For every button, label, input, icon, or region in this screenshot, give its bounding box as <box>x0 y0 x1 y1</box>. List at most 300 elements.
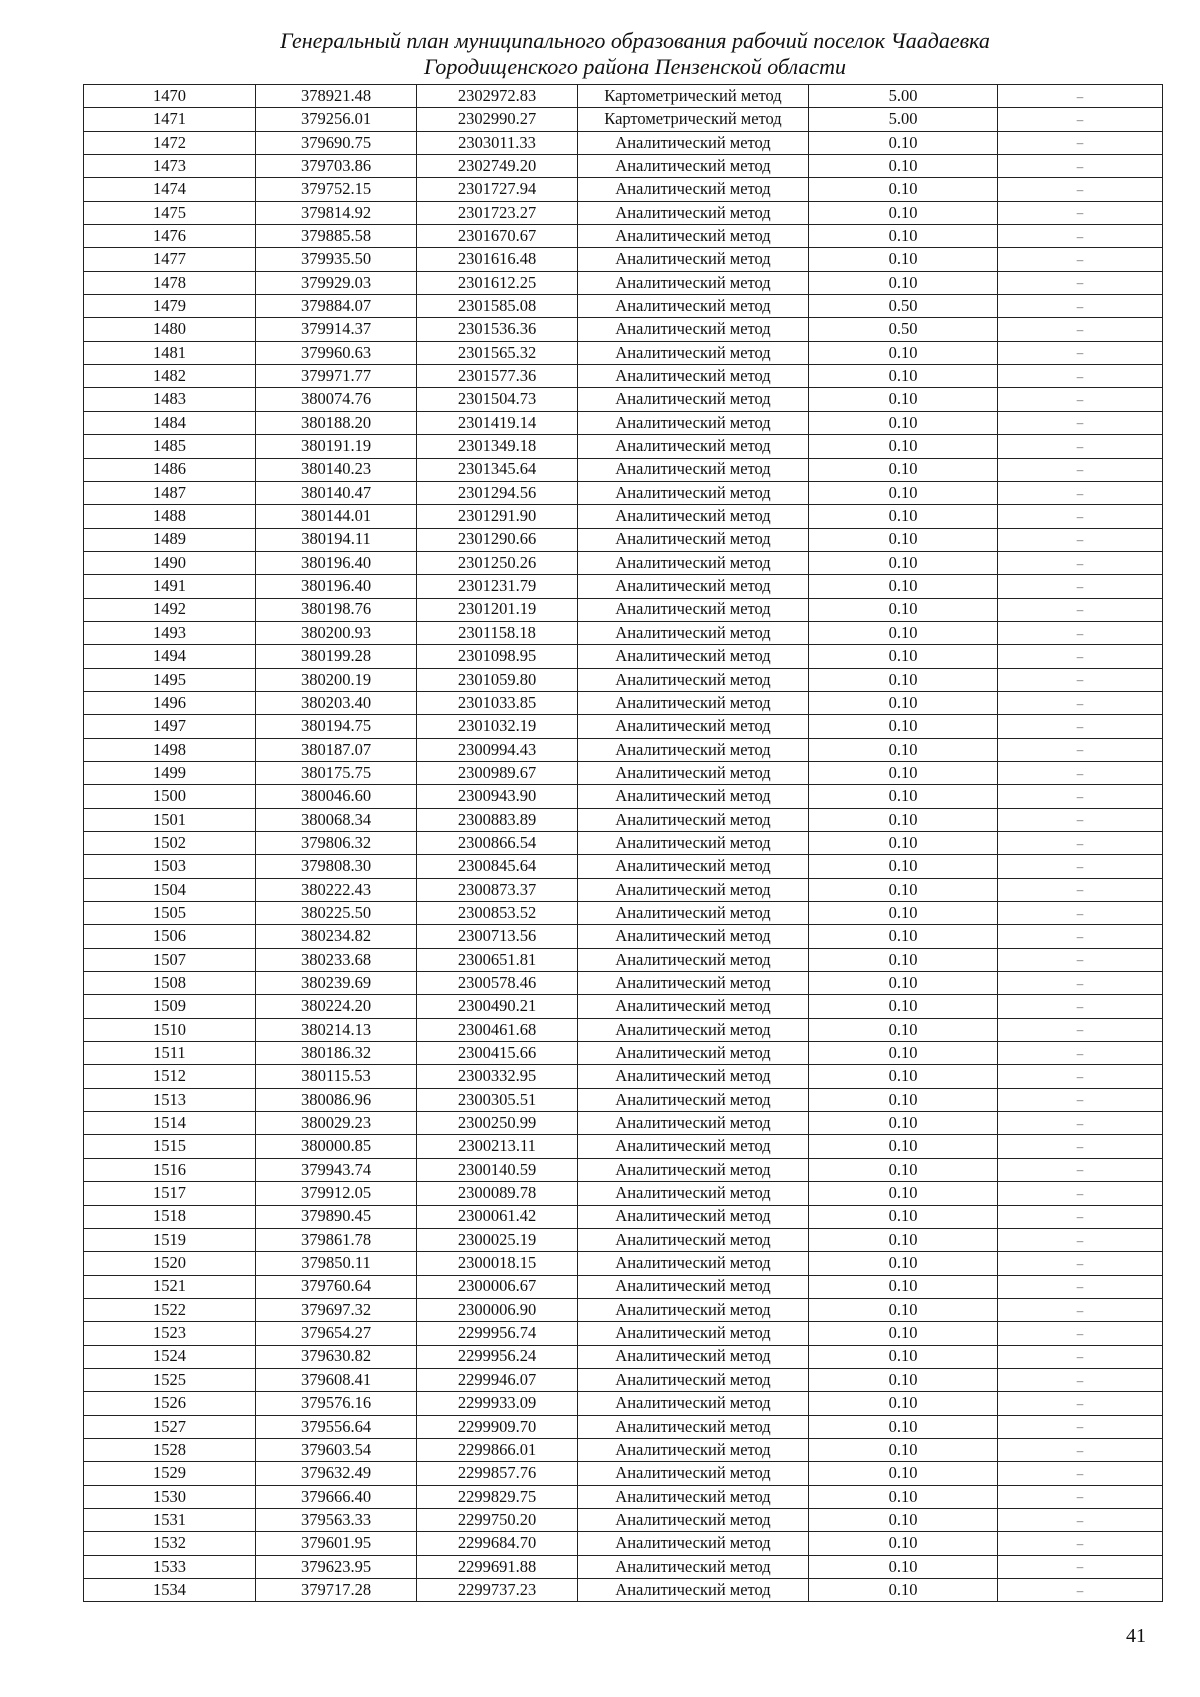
x-coordinate-cell: 379690.75 <box>256 131 417 154</box>
x-coordinate-cell: 380199.28 <box>256 645 417 668</box>
accuracy-cell: 5.00 <box>809 108 998 131</box>
accuracy-cell: 0.10 <box>809 878 998 901</box>
x-coordinate-cell: 379608.41 <box>256 1368 417 1391</box>
y-coordinate-cell: 2301231.79 <box>417 575 578 598</box>
accuracy-cell: 0.10 <box>809 808 998 831</box>
description-cell: – <box>998 505 1163 528</box>
y-coordinate-cell: 2300713.56 <box>417 925 578 948</box>
accuracy-cell: 0.10 <box>809 1135 998 1158</box>
y-coordinate-cell: 2300025.19 <box>417 1228 578 1251</box>
description-cell: – <box>998 1112 1163 1135</box>
point-number-cell: 1472 <box>84 131 256 154</box>
accuracy-cell: 0.10 <box>809 131 998 154</box>
method-cell: Аналитический метод <box>578 1298 809 1321</box>
table-row <box>84 295 1163 318</box>
table-row <box>84 505 1163 528</box>
y-coordinate-cell: 2300994.43 <box>417 738 578 761</box>
table-row <box>84 528 1163 551</box>
x-coordinate-cell: 379752.15 <box>256 178 417 201</box>
y-coordinate-cell: 2300305.51 <box>417 1088 578 1111</box>
description-cell: – <box>998 271 1163 294</box>
description-cell: – <box>998 621 1163 644</box>
point-number-cell: 1531 <box>84 1508 256 1531</box>
y-coordinate-cell: 2299737.23 <box>417 1579 578 1602</box>
description-cell: – <box>998 808 1163 831</box>
table-row <box>84 388 1163 411</box>
description-cell: – <box>998 85 1163 108</box>
accuracy-cell: 0.10 <box>809 668 998 691</box>
x-coordinate-cell: 379556.64 <box>256 1415 417 1438</box>
point-number-cell: 1516 <box>84 1158 256 1181</box>
description-cell: – <box>998 1508 1163 1531</box>
table-row <box>84 1298 1163 1321</box>
x-coordinate-cell: 380194.75 <box>256 715 417 738</box>
point-number-cell: 1530 <box>84 1485 256 1508</box>
accuracy-cell: 0.10 <box>809 1485 998 1508</box>
accuracy-cell: 0.10 <box>809 481 998 504</box>
table-row <box>84 1135 1163 1158</box>
accuracy-cell: 0.50 <box>809 318 998 341</box>
point-number-cell: 1514 <box>84 1112 256 1135</box>
method-cell: Аналитический метод <box>578 318 809 341</box>
description-cell: – <box>998 925 1163 948</box>
x-coordinate-cell: 380225.50 <box>256 902 417 925</box>
point-number-cell: 1521 <box>84 1275 256 1298</box>
x-coordinate-cell: 380203.40 <box>256 691 417 714</box>
method-cell: Аналитический метод <box>578 411 809 434</box>
point-number-cell: 1517 <box>84 1182 256 1205</box>
method-cell: Аналитический метод <box>578 1508 809 1531</box>
method-cell: Аналитический метод <box>578 388 809 411</box>
table-row <box>84 972 1163 995</box>
x-coordinate-cell: 379850.11 <box>256 1252 417 1275</box>
description-cell: – <box>998 435 1163 458</box>
point-number-cell: 1490 <box>84 551 256 574</box>
accuracy-cell: 0.10 <box>809 341 998 364</box>
method-cell: Картометрический метод <box>578 85 809 108</box>
table-row <box>84 832 1163 855</box>
accuracy-cell: 0.10 <box>809 1579 998 1602</box>
description-cell: – <box>998 1298 1163 1321</box>
point-number-cell: 1509 <box>84 995 256 1018</box>
x-coordinate-cell: 380233.68 <box>256 948 417 971</box>
description-cell: – <box>998 1205 1163 1228</box>
description-cell: – <box>998 1088 1163 1111</box>
description-cell: – <box>998 341 1163 364</box>
x-coordinate-cell: 379632.49 <box>256 1462 417 1485</box>
accuracy-cell: 0.10 <box>809 1415 998 1438</box>
point-number-cell: 1479 <box>84 295 256 318</box>
table-row <box>84 1392 1163 1415</box>
point-number-cell: 1478 <box>84 271 256 294</box>
table-row <box>84 691 1163 714</box>
x-coordinate-cell: 379717.28 <box>256 1579 417 1602</box>
point-number-cell: 1480 <box>84 318 256 341</box>
y-coordinate-cell: 2301033.85 <box>417 691 578 714</box>
y-coordinate-cell: 2300061.42 <box>417 1205 578 1228</box>
description-cell: – <box>998 1158 1163 1181</box>
description-cell: – <box>998 1579 1163 1602</box>
x-coordinate-cell: 380200.19 <box>256 668 417 691</box>
method-cell: Аналитический метод <box>578 575 809 598</box>
accuracy-cell: 0.10 <box>809 1088 998 1111</box>
table-row <box>84 85 1163 108</box>
method-cell: Аналитический метод <box>578 668 809 691</box>
description-cell: – <box>998 1532 1163 1555</box>
y-coordinate-cell: 2300845.64 <box>417 855 578 878</box>
y-coordinate-cell: 2301585.08 <box>417 295 578 318</box>
y-coordinate-cell: 2301536.36 <box>417 318 578 341</box>
accuracy-cell: 0.10 <box>809 1018 998 1041</box>
description-cell: – <box>998 1018 1163 1041</box>
method-cell: Аналитический метод <box>578 1228 809 1251</box>
accuracy-cell: 0.10 <box>809 1158 998 1181</box>
x-coordinate-cell: 380074.76 <box>256 388 417 411</box>
method-cell: Аналитический метод <box>578 878 809 901</box>
coordinates-table-body <box>84 85 1163 1602</box>
method-cell: Аналитический метод <box>578 808 809 831</box>
point-number-cell: 1474 <box>84 178 256 201</box>
x-coordinate-cell: 380175.75 <box>256 761 417 784</box>
point-number-cell: 1481 <box>84 341 256 364</box>
table-row <box>84 1579 1163 1602</box>
accuracy-cell: 0.10 <box>809 1322 998 1345</box>
accuracy-cell: 0.10 <box>809 1228 998 1251</box>
description-cell: – <box>998 1555 1163 1578</box>
accuracy-cell: 0.10 <box>809 575 998 598</box>
accuracy-cell: 0.10 <box>809 948 998 971</box>
y-coordinate-cell: 2300866.54 <box>417 832 578 855</box>
x-coordinate-cell: 379703.86 <box>256 155 417 178</box>
x-coordinate-cell: 379960.63 <box>256 341 417 364</box>
description-cell: – <box>998 201 1163 224</box>
point-number-cell: 1502 <box>84 832 256 855</box>
y-coordinate-cell: 2300853.52 <box>417 902 578 925</box>
point-number-cell: 1496 <box>84 691 256 714</box>
method-cell: Аналитический метод <box>578 995 809 1018</box>
table-row <box>84 761 1163 784</box>
method-cell: Аналитический метод <box>578 1158 809 1181</box>
method-cell: Аналитический метод <box>578 785 809 808</box>
y-coordinate-cell: 2299933.09 <box>417 1392 578 1415</box>
accuracy-cell: 0.10 <box>809 388 998 411</box>
y-coordinate-cell: 2301349.18 <box>417 435 578 458</box>
accuracy-cell: 0.10 <box>809 691 998 714</box>
y-coordinate-cell: 2300250.99 <box>417 1112 578 1135</box>
table-row <box>84 668 1163 691</box>
description-cell: – <box>998 551 1163 574</box>
table-row <box>84 1042 1163 1065</box>
point-number-cell: 1491 <box>84 575 256 598</box>
point-number-cell: 1506 <box>84 925 256 948</box>
method-cell: Картометрический метод <box>578 108 809 131</box>
table-row <box>84 365 1163 388</box>
table-row <box>84 785 1163 808</box>
accuracy-cell: 0.10 <box>809 1275 998 1298</box>
method-cell: Аналитический метод <box>578 201 809 224</box>
description-cell: – <box>998 411 1163 434</box>
table-row <box>84 411 1163 434</box>
table-row <box>84 1508 1163 1531</box>
table-row <box>84 248 1163 271</box>
table-row <box>84 808 1163 831</box>
point-number-cell: 1528 <box>84 1438 256 1461</box>
table-row <box>84 341 1163 364</box>
method-cell: Аналитический метод <box>578 505 809 528</box>
table-row <box>84 131 1163 154</box>
point-number-cell: 1503 <box>84 855 256 878</box>
method-cell: Аналитический метод <box>578 365 809 388</box>
x-coordinate-cell: 380029.23 <box>256 1112 417 1135</box>
description-cell: – <box>998 598 1163 621</box>
method-cell: Аналитический метод <box>578 1182 809 1205</box>
point-number-cell: 1519 <box>84 1228 256 1251</box>
method-cell: Аналитический метод <box>578 1088 809 1111</box>
y-coordinate-cell: 2301670.67 <box>417 225 578 248</box>
y-coordinate-cell: 2303011.33 <box>417 131 578 154</box>
method-cell: Аналитический метод <box>578 1392 809 1415</box>
method-cell: Аналитический метод <box>578 761 809 784</box>
x-coordinate-cell: 380188.20 <box>256 411 417 434</box>
accuracy-cell: 0.10 <box>809 645 998 668</box>
y-coordinate-cell: 2299956.24 <box>417 1345 578 1368</box>
point-number-cell: 1488 <box>84 505 256 528</box>
point-number-cell: 1524 <box>84 1345 256 1368</box>
method-cell: Аналитический метод <box>578 1532 809 1555</box>
accuracy-cell: 0.10 <box>809 1438 998 1461</box>
table-row <box>84 1462 1163 1485</box>
x-coordinate-cell: 379935.50 <box>256 248 417 271</box>
method-cell: Аналитический метод <box>578 1042 809 1065</box>
point-number-cell: 1485 <box>84 435 256 458</box>
x-coordinate-cell: 379943.74 <box>256 1158 417 1181</box>
method-cell: Аналитический метод <box>578 1345 809 1368</box>
table-row <box>84 1018 1163 1041</box>
description-cell: – <box>998 691 1163 714</box>
y-coordinate-cell: 2300140.59 <box>417 1158 578 1181</box>
y-coordinate-cell: 2301345.64 <box>417 458 578 481</box>
x-coordinate-cell: 380086.96 <box>256 1088 417 1111</box>
y-coordinate-cell: 2300883.89 <box>417 808 578 831</box>
x-coordinate-cell: 379912.05 <box>256 1182 417 1205</box>
x-coordinate-cell: 379601.95 <box>256 1532 417 1555</box>
accuracy-cell: 0.10 <box>809 1298 998 1321</box>
description-cell: – <box>998 832 1163 855</box>
table-row <box>84 458 1163 481</box>
point-number-cell: 1523 <box>84 1322 256 1345</box>
point-number-cell: 1489 <box>84 528 256 551</box>
x-coordinate-cell: 379806.32 <box>256 832 417 855</box>
x-coordinate-cell: 379666.40 <box>256 1485 417 1508</box>
point-number-cell: 1501 <box>84 808 256 831</box>
y-coordinate-cell: 2299691.88 <box>417 1555 578 1578</box>
point-number-cell: 1495 <box>84 668 256 691</box>
accuracy-cell: 0.10 <box>809 1345 998 1368</box>
table-row <box>84 435 1163 458</box>
x-coordinate-cell: 380196.40 <box>256 551 417 574</box>
x-coordinate-cell: 380234.82 <box>256 925 417 948</box>
method-cell: Аналитический метод <box>578 225 809 248</box>
y-coordinate-cell: 2301158.18 <box>417 621 578 644</box>
accuracy-cell: 0.10 <box>809 435 998 458</box>
point-number-cell: 1533 <box>84 1555 256 1578</box>
method-cell: Аналитический метод <box>578 1252 809 1275</box>
x-coordinate-cell: 379861.78 <box>256 1228 417 1251</box>
x-coordinate-cell: 380046.60 <box>256 785 417 808</box>
y-coordinate-cell: 2301612.25 <box>417 271 578 294</box>
point-number-cell: 1532 <box>84 1532 256 1555</box>
table-row <box>84 1275 1163 1298</box>
y-coordinate-cell: 2301504.73 <box>417 388 578 411</box>
accuracy-cell: 0.10 <box>809 1112 998 1135</box>
point-number-cell: 1475 <box>84 201 256 224</box>
table-row <box>84 178 1163 201</box>
table-row <box>84 645 1163 668</box>
method-cell: Аналитический метод <box>578 1018 809 1041</box>
y-coordinate-cell: 2300651.81 <box>417 948 578 971</box>
description-cell: – <box>998 1252 1163 1275</box>
description-cell: – <box>998 715 1163 738</box>
method-cell: Аналитический метод <box>578 481 809 504</box>
description-cell: – <box>998 668 1163 691</box>
x-coordinate-cell: 379576.16 <box>256 1392 417 1415</box>
table-row <box>84 575 1163 598</box>
point-number-cell: 1512 <box>84 1065 256 1088</box>
table-row <box>84 108 1163 131</box>
method-cell: Аналитический метод <box>578 551 809 574</box>
description-cell: – <box>998 785 1163 808</box>
description-cell: – <box>998 1345 1163 1368</box>
point-number-cell: 1500 <box>84 785 256 808</box>
point-number-cell: 1505 <box>84 902 256 925</box>
method-cell: Аналитический метод <box>578 1438 809 1461</box>
y-coordinate-cell: 2301565.32 <box>417 341 578 364</box>
point-number-cell: 1525 <box>84 1368 256 1391</box>
x-coordinate-cell: 380140.23 <box>256 458 417 481</box>
description-cell: – <box>998 878 1163 901</box>
table-row <box>84 481 1163 504</box>
method-cell: Аналитический метод <box>578 341 809 364</box>
y-coordinate-cell: 2301059.80 <box>417 668 578 691</box>
point-number-cell: 1507 <box>84 948 256 971</box>
accuracy-cell: 0.10 <box>809 1205 998 1228</box>
x-coordinate-cell: 379654.27 <box>256 1322 417 1345</box>
description-cell: – <box>998 855 1163 878</box>
x-coordinate-cell: 380186.32 <box>256 1042 417 1065</box>
accuracy-cell: 0.10 <box>809 1462 998 1485</box>
description-cell: – <box>998 528 1163 551</box>
x-coordinate-cell: 379630.82 <box>256 1345 417 1368</box>
point-number-cell: 1471 <box>84 108 256 131</box>
y-coordinate-cell: 2299829.75 <box>417 1485 578 1508</box>
point-number-cell: 1477 <box>84 248 256 271</box>
table-row <box>84 1252 1163 1275</box>
x-coordinate-cell: 379697.32 <box>256 1298 417 1321</box>
table-row <box>84 1532 1163 1555</box>
table-row <box>84 925 1163 948</box>
accuracy-cell: 0.10 <box>809 1042 998 1065</box>
y-coordinate-cell: 2300332.95 <box>417 1065 578 1088</box>
table-row <box>84 1485 1163 1508</box>
y-coordinate-cell: 2300943.90 <box>417 785 578 808</box>
description-cell: – <box>998 645 1163 668</box>
accuracy-cell: 0.10 <box>809 621 998 644</box>
point-number-cell: 1518 <box>84 1205 256 1228</box>
description-cell: – <box>998 972 1163 995</box>
accuracy-cell: 0.10 <box>809 178 998 201</box>
x-coordinate-cell: 379914.37 <box>256 318 417 341</box>
y-coordinate-cell: 2301419.14 <box>417 411 578 434</box>
y-coordinate-cell: 2301201.19 <box>417 598 578 621</box>
x-coordinate-cell: 380222.43 <box>256 878 417 901</box>
y-coordinate-cell: 2300490.21 <box>417 995 578 1018</box>
method-cell: Аналитический метод <box>578 1555 809 1578</box>
accuracy-cell: 0.10 <box>809 1252 998 1275</box>
description-cell: – <box>998 318 1163 341</box>
y-coordinate-cell: 2301291.90 <box>417 505 578 528</box>
accuracy-cell: 0.10 <box>809 925 998 948</box>
table-row <box>84 1065 1163 1088</box>
y-coordinate-cell: 2301616.48 <box>417 248 578 271</box>
method-cell: Аналитический метод <box>578 1415 809 1438</box>
x-coordinate-cell: 380144.01 <box>256 505 417 528</box>
y-coordinate-cell: 2302749.20 <box>417 155 578 178</box>
table-row <box>84 948 1163 971</box>
table-row <box>84 1322 1163 1345</box>
accuracy-cell: 0.10 <box>809 1532 998 1555</box>
y-coordinate-cell: 2302972.83 <box>417 85 578 108</box>
accuracy-cell: 0.10 <box>809 715 998 738</box>
table-row <box>84 201 1163 224</box>
method-cell: Аналитический метод <box>578 458 809 481</box>
point-number-cell: 1513 <box>84 1088 256 1111</box>
method-cell: Аналитический метод <box>578 1322 809 1345</box>
description-cell: – <box>998 295 1163 318</box>
y-coordinate-cell: 2301727.94 <box>417 178 578 201</box>
point-number-cell: 1473 <box>84 155 256 178</box>
accuracy-cell: 0.10 <box>809 201 998 224</box>
table-row <box>84 1158 1163 1181</box>
method-cell: Аналитический метод <box>578 435 809 458</box>
table-row <box>84 1088 1163 1111</box>
accuracy-cell: 5.00 <box>809 85 998 108</box>
table-row <box>84 598 1163 621</box>
accuracy-cell: 0.10 <box>809 598 998 621</box>
table-row <box>84 995 1163 1018</box>
method-cell: Аналитический метод <box>578 855 809 878</box>
description-cell: – <box>998 248 1163 271</box>
table-row <box>84 878 1163 901</box>
point-number-cell: 1529 <box>84 1462 256 1485</box>
method-cell: Аналитический метод <box>578 1485 809 1508</box>
point-number-cell: 1504 <box>84 878 256 901</box>
y-coordinate-cell: 2300461.68 <box>417 1018 578 1041</box>
accuracy-cell: 0.10 <box>809 832 998 855</box>
coordinates-table <box>83 84 1163 1602</box>
description-cell: – <box>998 155 1163 178</box>
point-number-cell: 1476 <box>84 225 256 248</box>
method-cell: Аналитический метод <box>578 832 809 855</box>
table-row <box>84 1345 1163 1368</box>
point-number-cell: 1526 <box>84 1392 256 1415</box>
description-cell: – <box>998 131 1163 154</box>
x-coordinate-cell: 379890.45 <box>256 1205 417 1228</box>
accuracy-cell: 0.10 <box>809 505 998 528</box>
y-coordinate-cell: 2300006.67 <box>417 1275 578 1298</box>
header-title-line1: Генеральный план муниципального образования рабочий поселок Чаадаевка <box>280 28 990 53</box>
method-cell: Аналитический метод <box>578 528 809 551</box>
x-coordinate-cell: 380214.13 <box>256 1018 417 1041</box>
